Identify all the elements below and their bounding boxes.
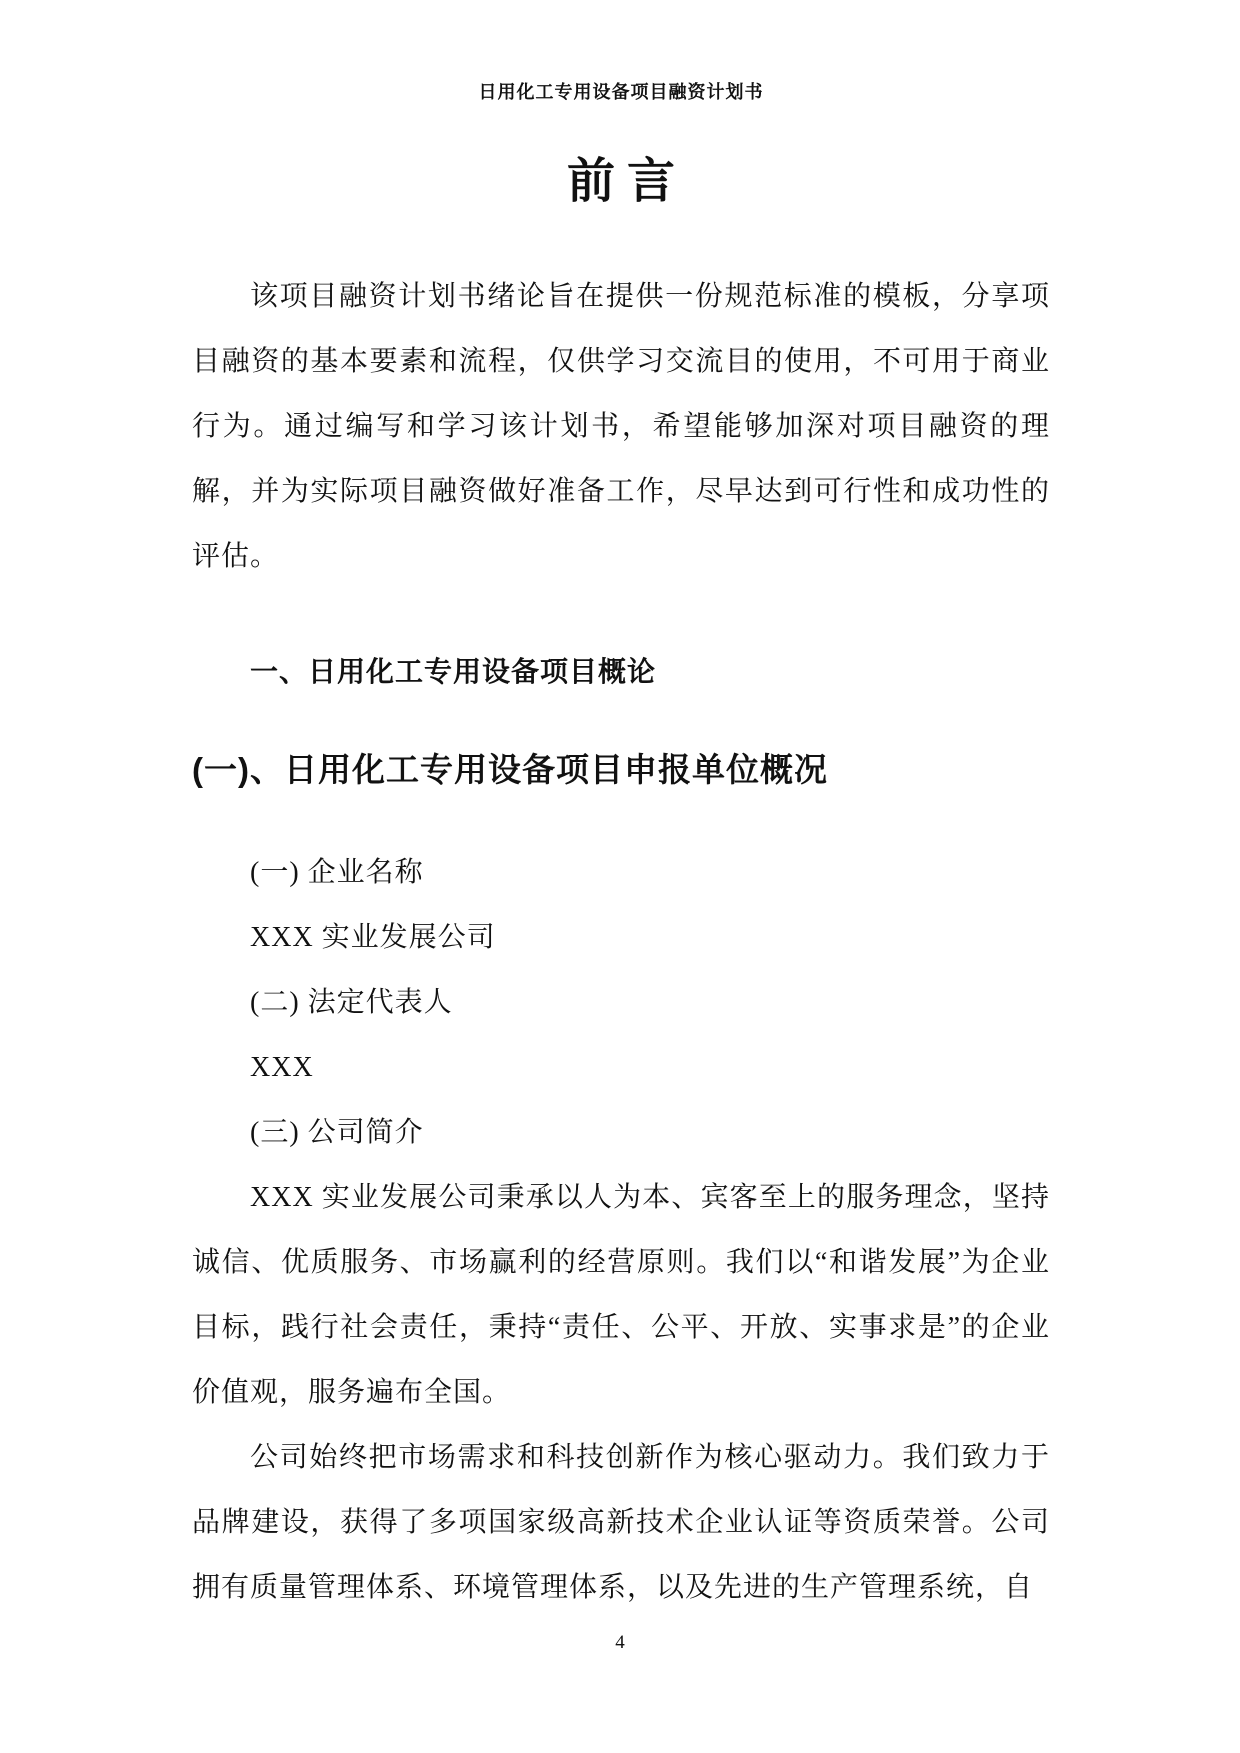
company-profile-paragraph-1: XXX 实业发展公司秉承以人为本、宾客至上的服务理念，坚持诚信、优质服务、市场赢利的经营原则。我们以“和谐发展”为企业目标，践行社会责任，秉持“责任、公平、开放、实事求是”的企业价值观，服务遍布全国。 [192,1182,1050,1408]
page-title: 前言 [566,155,687,208]
company-profile-paragraph-2: 公司始终把市场需求和科技创新作为核心驱动力。我们致力于品牌建设，获得了多项国家级高新技术企业认证等资质荣誉。公司拥有质量管理体系、环境管理体系，以及先进的生产管理系统，自 [192,1442,1050,1603]
page-number: 4 [615,1632,625,1653]
detail-line-legal-representative-label: (二) 法定代表人 [250,987,453,1018]
detail-line-company-name-label: (一) 企业名称 [250,857,424,888]
section-heading: 一、日用化工专用设备项目概论 [250,656,657,687]
detail-line-company-name-value: XXX 实业发展公司 [250,922,496,953]
detail-line-company-intro-label: (三) 公司简介 [250,1117,424,1148]
detail-line-legal-representative-value: XXX [250,1052,314,1083]
subsection-heading: (一)、日用化工专用设备项目申报单位概况 [192,751,828,788]
running-header: 日用化工专用设备项目融资计划书 [478,82,764,102]
intro-paragraph: 该项目融资计划书绪论旨在提供一份规范标准的模板，分享项目融资的基本要素和流程，仅供学习交流目的使用，不可用于商业行为。通过编写和学习该计划书，希望能够加深对项目融资的理解，并为实际项目融资做好准备工作，尽早达到可行性和成功性的评估。 [192,281,1050,572]
